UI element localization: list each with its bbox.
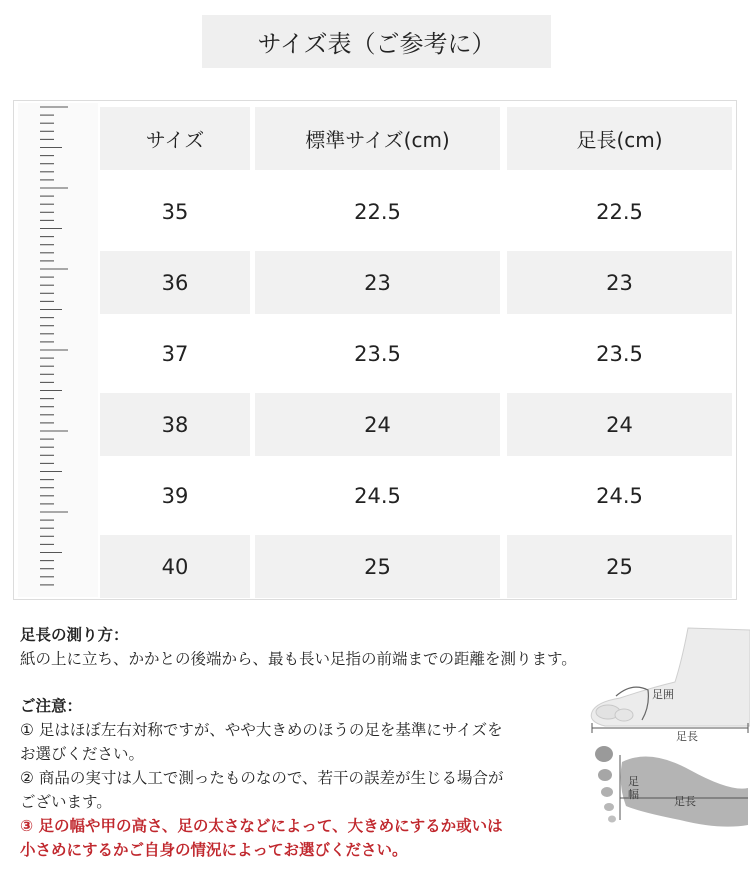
table-cell: 23.5 [354, 341, 401, 366]
table-cell: 39 [161, 483, 189, 508]
label-length-sole: 足長 [674, 795, 696, 808]
table-cell: 25 [507, 535, 732, 598]
table-cell: 22.5 [596, 199, 643, 224]
table-cell: 38 [100, 393, 250, 456]
table-cell: 23 [255, 251, 500, 314]
table-header-cell: 足長(cm) [507, 107, 732, 170]
table-cell: 37 [161, 341, 189, 366]
notes-heading: ご注意： [20, 697, 83, 715]
table-header-cell: 標準サイズ(cm) [255, 107, 500, 170]
foot-icon [580, 620, 750, 835]
label-girth: 足囲 [652, 688, 674, 701]
page-title [202, 15, 551, 68]
note-item-1a: ① 足はほぼ左右対称ですが、やや大きめのほうの足を基準にサイズを [20, 721, 503, 739]
table-cell: 24.5 [596, 483, 643, 508]
table-cell: 23.5 [596, 341, 643, 366]
note-item-2a: ② 商品の実寸は人工で測ったものなので、若干の誤差が生じる場合が [20, 769, 504, 787]
label-length-side: 足長 [676, 730, 698, 743]
table-cell: 22.5 [354, 199, 401, 224]
page-title-text: サイズ表（ご参考に） [257, 30, 496, 58]
foot-measurement-illustration [580, 620, 750, 835]
table-cell: 23 [507, 251, 732, 314]
table-cell: 36 [100, 251, 250, 314]
ruler-decoration [18, 103, 98, 597]
table-cell: 24 [507, 393, 732, 456]
table-cell: 24.5 [354, 483, 401, 508]
note-item-2b: ございます。 [20, 793, 112, 811]
table-cell: 40 [100, 535, 250, 598]
table-cell: 35 [161, 199, 189, 224]
ruler-ticks [18, 103, 98, 597]
measure-text: 紙の上に立ち、かかとの後端から、最も長い足指の前端までの距離を測ります。 [20, 650, 577, 668]
table-cell: 25 [255, 535, 500, 598]
note-item-3a: ③ 足の幅や甲の高さ、足の太さなどによって、大きめにするか或いは [20, 817, 503, 835]
note-item-3b: 小さめにするかご自身の情況によってお選びください。 [20, 841, 408, 859]
note-item-1b: お選びください。 [20, 745, 145, 763]
table-header-cell: サイズ [100, 107, 250, 170]
label-width: 足幅 [628, 775, 639, 801]
table-cell: 24 [255, 393, 500, 456]
measure-heading: 足長の測り方： [20, 626, 129, 644]
